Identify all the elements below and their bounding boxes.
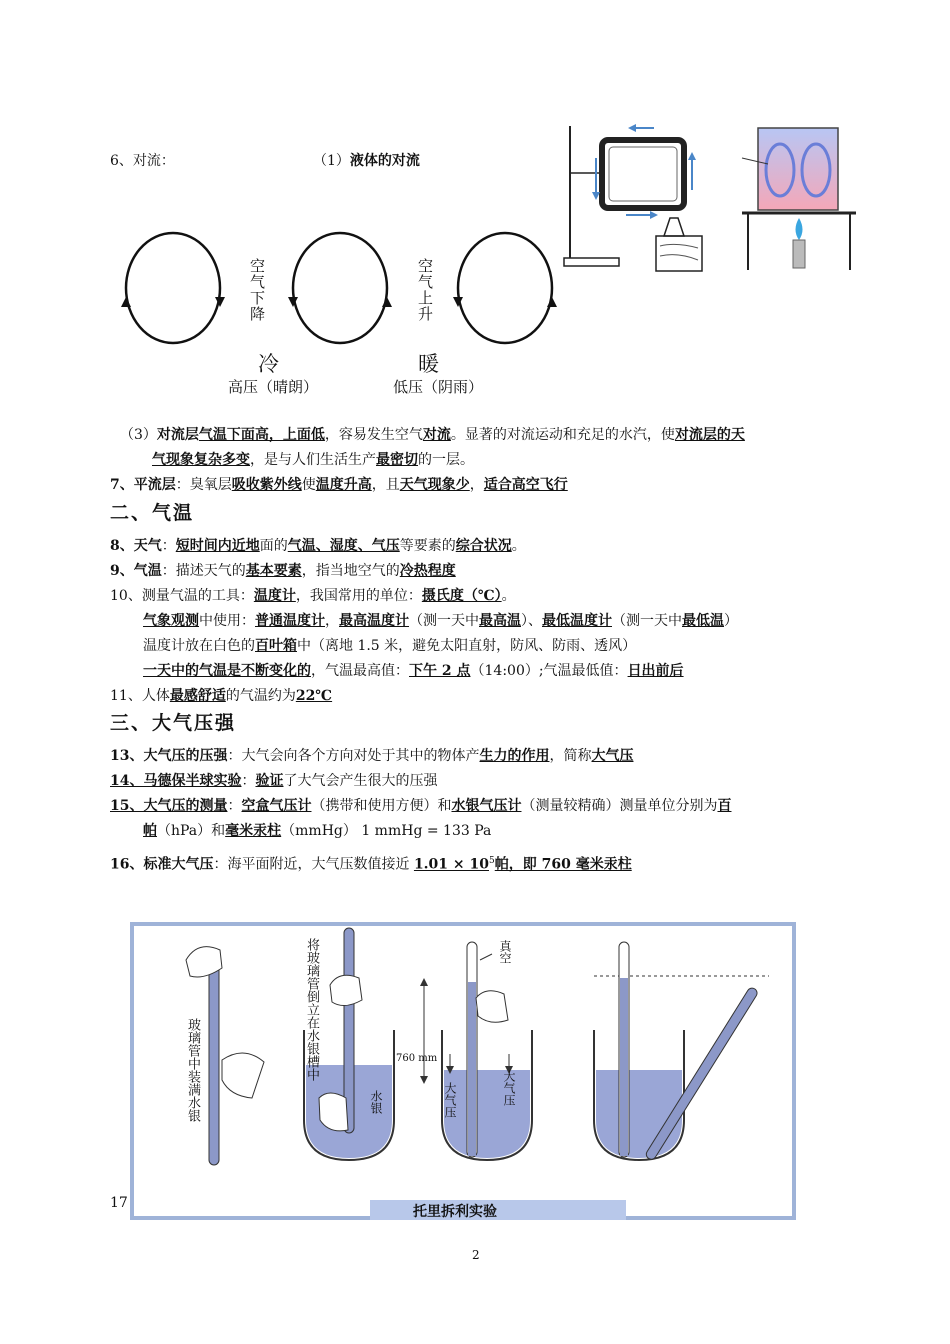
torricelli-title: 托里拆利实验 [413,1204,497,1220]
section-9-line: 9、气温：描述天气的基本要素，指当地空气的冷热程度 [110,563,456,579]
atm-label-right: 大气压 [502,1070,516,1106]
section-15-line2: 帕（hPa）和毫米汞柱（mmHg） 1 mmHg = 133 Pa [143,823,492,839]
section-10-line3: 温度计放在白色的百叶箱中（离地 1.5 米，避免太阳直射，防风、防雨、透风） [143,638,637,654]
fill-tube-label: 玻璃管中装满水银 [185,1018,200,1122]
beaker-convection-apparatus [738,118,863,273]
section-8-line: 8、天气：短时间内近地面的气温、湿度、气压等要素的综合状况。 [110,538,526,554]
warm-label: 暖 [418,352,439,376]
heading-air-pressure: 三、大气压强 [110,712,237,734]
atm-label-left: 大气压 [443,1082,457,1118]
section-10-line2: 气象观测中使用：普通温度计，最高温度计（测一天中最高温）、最低温度计（测一天中最低温） [143,613,738,629]
section-16-line: 16、标准大气压：海平面附近，大气压数值接近 $1.01 \times 10^5$帕，即 760 毫米汞柱 [110,856,632,873]
invert-tube-label: 将玻璃管倒立在水银槽中 [304,938,319,1081]
760mm-label: 760 mm [396,1053,438,1064]
cold-label: 冷 [258,352,279,376]
high-pressure-label: 高压（晴朗） [228,378,319,396]
section-6-line [110,152,175,170]
section-15-line: 15、大气压的测量：空盒气压计（携带和使用方便）和水银气压计（测量较精确）测量单位分别为百 [110,798,732,814]
section-10-line: 10、测量气温的工具：温度计，我国常用的单位：摄氏度（℃）。 [110,588,516,604]
section-6-number: 6、对流： [110,153,175,169]
air-descends-label: 空气下降 [248,258,266,322]
section-14-line: 14、马德保半球实验：验证了大气会产生很大的压强 [110,773,438,789]
heading-temperature: 二、气温 [110,502,195,524]
section-13-line: 13、大气压的压强：大气会向各个方向对处于其中的物体产生力的作用，简称大气压 [110,748,634,764]
section-17-number: 17 [110,1195,128,1211]
section-10-line4: 一天中的气温是不断变化的，气温最高值：下午 2 点（14:00）;气温最低值：日出前后 [143,663,684,679]
mercury-label: 水银 [369,1090,383,1114]
air-convection-circles [115,225,565,355]
section-11-line: 11、人体最感舒适的气温约为22℃ [110,688,333,704]
section-6-3-line2: 气现象复杂多变，是与人们生活生产最密切的一层。 [152,452,474,468]
vacuum-label: 真空 [498,940,512,964]
torricelli-experiment-figure [124,920,800,1228]
section-6-subtitle: （1）液体的对流 [313,153,420,169]
section-7-line: 7、平流层：臭氧层吸收紫外线使温度升高，且天气现象少，适合高空飞行 [110,477,568,493]
convection-tube-apparatus [556,118,706,273]
low-pressure-label: 低压（阴雨） [393,378,484,396]
page-number: 2 [472,1248,480,1262]
section-6-3-line1: （3）对流层气温下面高，上面低，容易发生空气对流。显著的对流运动和充足的水汽，使对流层的天 [120,427,745,443]
air-rises-label: 空气上升 [416,258,434,322]
